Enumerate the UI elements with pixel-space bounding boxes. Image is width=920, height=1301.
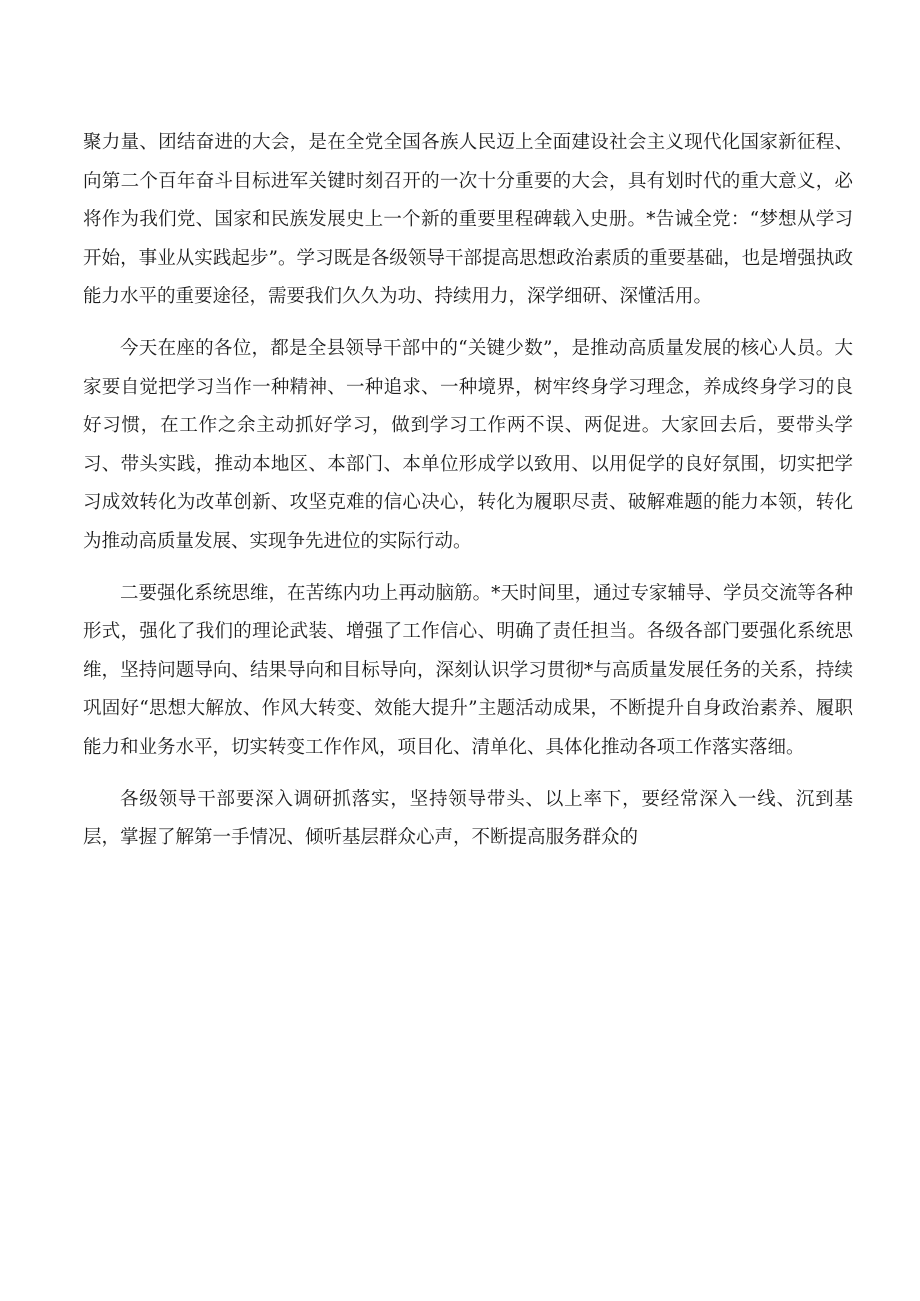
- paragraph-2: 今天在座的各位，都是全县领导干部中的“关键少数”，是推动高质量发展的核心人员。大家要自觉把学习当作一种精神、一种追求、一种境界，树牢终身学习理念，养成终身学习的良好习惯，在工作之余主动抓好学习，做到学习工作两不误、两促进。大家回去后，要带头学习、带头实践，推动本地区、本部门、本单位形成学以致用、以用促学的良好氛围，切实把学习成效转化为改革创新、攻坚克难的信心决心，转化为履职尽责、破解难题的能力本领，转化为推动高质量发展、实现争先进位的实际行动。: [83, 337, 853, 552]
- paragraph-1: 聚力量、团结奋进的大会，是在全党全国各族人民迈上全面建设社会主义现代化国家新征程、向第二个百年奋斗目标进军关键时刻召开的一次十分重要的大会，具有划时代的重大意义，必将作为我们党、国家和民族发展史上一个新的重要里程碑载入史册。*告诫全党：“梦想从学习开始，事业从实践起步”。学习既是各级领导干部提高思想政治素质的重要基础，也是增强执政能力水平的重要途径，需要我们久久为功、持续用力，深学细研、深懂活用。: [83, 132, 853, 308]
- paragraph-4: 各级领导干部要深入调研抓落实，坚持领导带头、以上率下，要经常深入一线、沉到基层，掌握了解第一手情况、倾听基层群众心声，不断提高服务群众的: [83, 788, 853, 849]
- document-body: [83, 124, 853, 858]
- paragraph-3: 二要强化系统思维，在苦练内功上再动脑筋。*天时间里，通过专家辅导、学员交流等各种形式，强化了我们的理论武装、增强了工作信心、明确了责任担当。各级各部门要强化系统思维，坚持问题导向、结果导向和目标导向，深刻认识学习贯彻*与高质量发展任务的关系，持续巩固好“思想大解放、作风大转变、效能大提升”主题活动成果，不断提升自身政治素养、履职能力和业务水平，切实转变工作作风，项目化、清单化、具体化推动各项工作落实落细。: [83, 582, 853, 758]
